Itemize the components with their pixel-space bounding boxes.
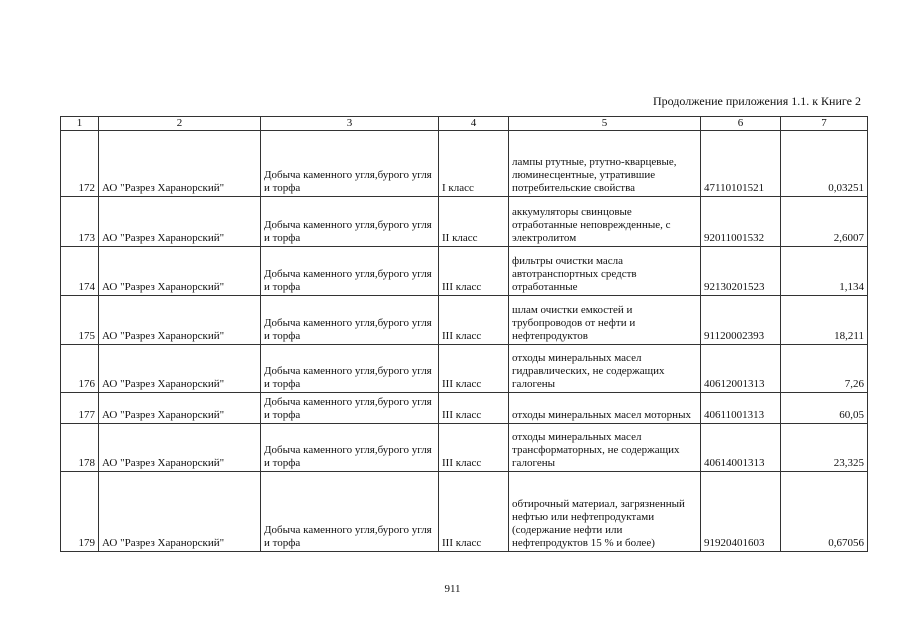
organization-cell: АО "Разрез Харанорский" [99,424,261,472]
amount-cell: 60,05 [781,393,868,424]
amount-cell: 0,03251 [781,131,868,197]
row-number: 179 [61,472,99,552]
waste-name-cell: отходы минеральных масел трансформаторных, не содержащих галогены [509,424,701,472]
table-row [61,345,868,393]
row-number: 176 [61,345,99,393]
table-row [61,197,868,247]
waste-name-cell: отходы минеральных масел моторных [509,393,701,424]
hazard-class-cell: III класс [439,424,509,472]
amount-cell: 18,211 [781,296,868,345]
activity-cell: Добыча каменного угля,бурого угля и торфа [261,247,439,296]
column-header: 6 [701,117,781,131]
row-number: 177 [61,393,99,424]
organization-cell: АО "Разрез Харанорский" [99,197,261,247]
table-row [61,247,868,296]
amount-cell: 0,67056 [781,472,868,552]
table-row [61,472,868,552]
column-header: 4 [439,117,509,131]
amount-cell: 2,6007 [781,197,868,247]
hazard-class-cell: III класс [439,393,509,424]
waste-code-cell: 40614001313 [701,424,781,472]
waste-code-cell: 40612001313 [701,345,781,393]
continuation-caption: Продолжение приложения 1.1. к Книге 2 [652,94,861,108]
organization-cell: АО "Разрез Харанорский" [99,345,261,393]
page-number: 911 [444,583,461,595]
waste-code-cell: 91120002393 [701,296,781,345]
organization-cell: АО "Разрез Харанорский" [99,472,261,552]
hazard-class-cell: I класс [439,131,509,197]
organization-cell: АО "Разрез Харанорский" [99,393,261,424]
column-number-row [61,117,868,131]
hazard-class-cell: III класс [439,472,509,552]
waste-table [60,116,868,552]
activity-cell: Добыча каменного угля,бурого угля и торфа [261,472,439,552]
organization-cell: АО "Разрез Харанорский" [99,131,261,197]
column-header: 1 [61,117,99,131]
waste-name-cell: шлам очистки емкостей и трубопроводов от нефти и нефтепродуктов [509,296,701,345]
table-row [61,131,868,197]
column-header: 5 [509,117,701,131]
table-row [61,393,868,424]
row-number: 172 [61,131,99,197]
waste-name-cell: отходы минеральных масел гидравлических, не содержащих галогены [509,345,701,393]
column-header: 7 [781,117,868,131]
column-header: 2 [99,117,261,131]
hazard-class-cell: III класс [439,247,509,296]
activity-cell: Добыча каменного угля,бурого угля и торфа [261,424,439,472]
row-number: 178 [61,424,99,472]
waste-code-cell: 92130201523 [701,247,781,296]
activity-cell: Добыча каменного угля,бурого угля и торфа [261,131,439,197]
row-number: 175 [61,296,99,345]
waste-name-cell: аккумуляторы свинцовые отработанные неповрежденные, с электролитом [509,197,701,247]
column-header: 3 [261,117,439,131]
waste-name-cell: фильтры очистки масла автотранспортных средств отработанные [509,247,701,296]
amount-cell: 7,26 [781,345,868,393]
waste-code-cell: 40611001313 [701,393,781,424]
waste-code-cell: 91920401603 [701,472,781,552]
waste-name-cell: обтирочный материал, загрязненный нефтью или нефтепродуктами (содержание нефти или нефтепродуктов 15 % и более) [509,472,701,552]
waste-code-cell: 47110101521 [701,131,781,197]
hazard-class-cell: II класс [439,197,509,247]
row-number: 173 [61,197,99,247]
row-number: 174 [61,247,99,296]
table-row [61,424,868,472]
activity-cell: Добыча каменного угля,бурого угля и торфа [261,393,439,424]
activity-cell: Добыча каменного угля,бурого угля и торфа [261,345,439,393]
hazard-class-cell: III класс [439,345,509,393]
amount-cell: 1,134 [781,247,868,296]
waste-code-cell: 92011001532 [701,197,781,247]
activity-cell: Добыча каменного угля,бурого угля и торфа [261,296,439,345]
organization-cell: АО "Разрез Харанорский" [99,247,261,296]
activity-cell: Добыча каменного угля,бурого угля и торфа [261,197,439,247]
table-row [61,296,868,345]
hazard-class-cell: III класс [439,296,509,345]
organization-cell: АО "Разрез Харанорский" [99,296,261,345]
amount-cell: 23,325 [781,424,868,472]
waste-name-cell: лампы ртутные, ртутно-кварцевые, люминесцентные, утратившие потребительские свойства [509,131,701,197]
